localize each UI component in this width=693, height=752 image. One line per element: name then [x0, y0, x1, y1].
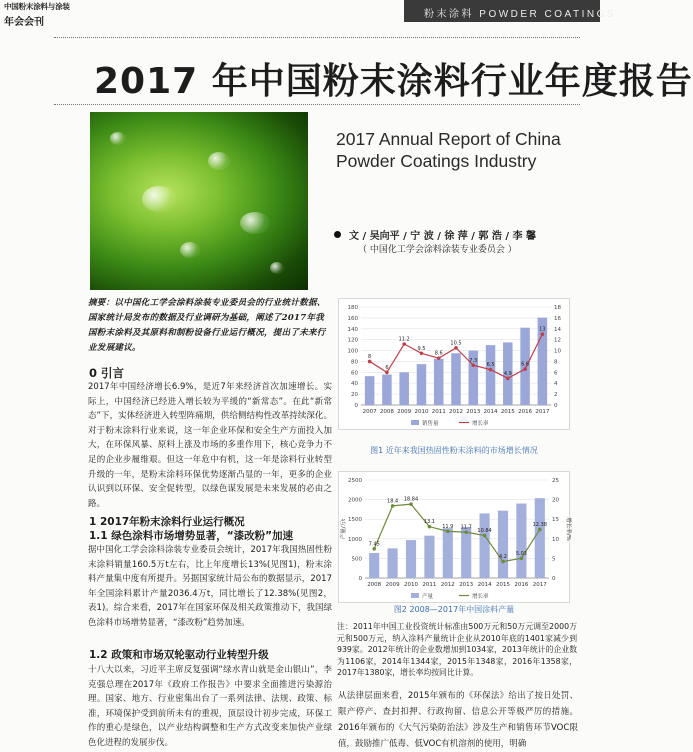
data-label: 5.03	[515, 550, 527, 557]
y-left-tick-label: 0	[358, 576, 362, 582]
data-label: 13	[539, 326, 546, 333]
data-label: 13.1	[423, 519, 435, 526]
y-left-tick-label: 140	[347, 326, 358, 333]
x-tick-label: 2013	[466, 409, 481, 415]
growth-point	[523, 367, 527, 371]
data-label: 4.9	[503, 370, 512, 377]
data-label: 18.4	[387, 498, 399, 505]
english-title-line-2: Powder Coatings Industry	[336, 151, 537, 171]
journal-section: 年会会刊	[4, 17, 44, 28]
x-tick-label: 2010	[404, 582, 418, 588]
data-label: 6	[385, 364, 389, 371]
data-label: 11.2	[398, 336, 410, 343]
bar	[451, 353, 461, 405]
data-label: 12.38	[532, 521, 547, 528]
growth-point	[501, 560, 505, 564]
growth-point	[471, 363, 475, 367]
growth-point	[368, 360, 372, 364]
y-right-tick-label: 5	[552, 556, 556, 563]
growth-point	[420, 351, 424, 355]
intro-paragraph: 2017年中国经济增长6.9%，是近7年来经济首次加速增长。实际上，中国经济已经进入增长较为平缓的“新常态”。在此“新常态”下，实体经济进入转型阵痛期，供给侧结构性改革持续深化。对于粉末涂料行业来说，这一年企业环保和安全生产方面投入加大，在环保风暴、原料上涨及市场的多重作用下，核心竞争力不足的企业步履维艰。但这一年危中有机，这一年是涂料行业转型升级的一年，是粉末涂料环保优势逐渐凸显的一年，更多的企业认识到以环保、安全促转型，以绿色谋发展是未来发展的必由之路。	[88, 382, 332, 509]
x-tick-label: 2014	[477, 582, 492, 588]
data-label: 7.45	[368, 541, 380, 548]
bar	[480, 513, 490, 578]
y-right-tick-label: 4	[554, 381, 558, 388]
y-left-tick-label: 80	[351, 359, 358, 366]
x-tick-label: 2008	[367, 582, 382, 588]
y-right-tick-label: 25	[552, 478, 559, 484]
data-label: 4.2	[499, 554, 507, 561]
data-label: 9.5	[417, 345, 426, 352]
legend-line-label: 增长率	[472, 421, 489, 427]
x-tick-label: 2014	[483, 409, 498, 415]
x-tick-label: 2011	[422, 582, 437, 588]
data-label: 10.5	[450, 340, 462, 347]
bar	[399, 372, 409, 405]
section-1-2-heading: 1.2 政策和市场双轮驱动行业转型升级	[89, 649, 269, 661]
affiliation: （ 中国化工学会涂料涂装专业委员会 ）	[358, 245, 517, 255]
y-left-tick-label: 500	[351, 556, 362, 563]
data-label: 8.6	[434, 350, 443, 357]
data-label: 11.9	[442, 523, 454, 530]
title-divider	[54, 104, 580, 105]
growth-point	[483, 534, 487, 538]
y-left-tick-label: 1500	[348, 517, 362, 524]
legend-line-label: 增长率	[472, 594, 489, 600]
x-tick-label: 2012	[440, 582, 455, 588]
y-right-tick-label: 20	[552, 497, 559, 504]
growth-point	[409, 502, 413, 506]
y-right-tick-label: 8	[554, 359, 558, 366]
authors: 文 / 吴向平 / 宁 波 / 徐 萍 / 郭 浩 / 李 馨	[349, 231, 537, 242]
data-label: 10.84	[477, 528, 492, 535]
table-note: 注：2011年中国工业投资统计标准由500万元和50万元调至2000万元和500万元，纳入涂料产量统计企业从2010年底的1401家减少到939家。2012年统计的企业数增加到1034家，2013年统计的企业数为1106家，2014年1344家，2015年1348家，2016年1358家，2017年1380家，增长率均按同比计算。	[337, 622, 577, 678]
y-right-tick-label: 10	[554, 348, 561, 355]
section-1-1-heading: 1.1 绿色涂料市场增势显著，“漆改粉”加速	[89, 530, 294, 542]
y-left-tick-label: 60	[351, 370, 358, 377]
y-left-tick-label: 120	[347, 337, 358, 344]
x-tick-label: 2016	[514, 582, 529, 588]
x-tick-label: 2016	[518, 409, 533, 415]
section-banner: 粉末涂料 POWDER COATINGS	[404, 0, 600, 22]
bar	[434, 359, 444, 405]
legend-bar-swatch	[411, 593, 419, 598]
bar	[417, 364, 427, 405]
x-tick-label: 2017	[535, 409, 550, 415]
bar	[486, 345, 496, 405]
x-tick-label: 2010	[414, 409, 429, 415]
data-label: 18.84	[403, 496, 419, 503]
section-1-heading: 1 2017年粉末涂料行业运行概况	[89, 516, 245, 528]
bar	[382, 375, 392, 405]
y-left-tick-label: 100	[347, 348, 358, 355]
y-right-tick-label: 14	[554, 326, 561, 333]
bar	[406, 540, 416, 578]
x-tick-label: 2009	[385, 582, 400, 588]
english-title-line-1: 2017 Annual Report of China	[336, 129, 561, 149]
x-tick-label: 2015	[500, 409, 515, 415]
growth-point	[402, 342, 406, 346]
growth-point	[372, 547, 376, 551]
policy-paragraph: 从法律层面来看，2015年颁布的《环保法》给出了按日处罚、限产停产、查封扣押、行政拘留、信息公开等极严厉的措施。2016年颁布的《大气污染防治法》涉及生产和销售环节VOC限值，鼓励推广低毒、低VOC有机溶剂的使用，明确	[338, 691, 578, 749]
figure-1-svg	[339, 299, 571, 431]
growth-point	[541, 332, 545, 336]
x-tick-label: 2007	[362, 409, 377, 415]
x-tick-label: 2008	[379, 409, 394, 415]
y-left-tick-label: 20	[351, 392, 358, 399]
bullet-icon	[334, 231, 341, 238]
figure-1-chart	[338, 298, 570, 430]
y-right-tick-label: 16	[554, 315, 561, 322]
y-left-axis-label: 产量/万t	[341, 518, 347, 540]
journal-name: 中国粉末涂料与涂装	[4, 2, 70, 11]
y-right-tick-label: 6	[554, 370, 558, 377]
data-label: 7.3	[469, 357, 478, 364]
x-tick-label: 2013	[459, 582, 474, 588]
y-right-tick-label: 12	[554, 337, 561, 344]
bar	[532, 498, 547, 578]
growth-point	[385, 371, 389, 375]
journal-masthead	[4, 1, 86, 28]
y-left-tick-label: 1000	[348, 536, 362, 543]
y-left-tick-label: 2000	[348, 497, 362, 504]
y-right-tick-label: 10	[552, 536, 559, 543]
y-left-tick-label: 160	[347, 315, 358, 322]
y-right-tick-label: 0	[554, 403, 558, 409]
growth-point	[506, 377, 510, 381]
section-1-1-paragraph: 据中国化工学会涂料涂装专业委员会统计，2017年我国热固性粉末涂料销量160.5万t左右，比上年度增长13%(见图1)，粉末涂料产量集中度有所提升。另据国家统计局公布的数据显示，2017年全国涂料累计产量2036.4万t，同比增长了12.38%(见图2，表1)。综合来看，2017年在国家环保及相关政策推动下，我国绿色涂料市场增势显著，“漆改粉”趋势加速。	[88, 545, 332, 628]
growth-point	[464, 530, 468, 534]
y-left-tick-label: 40	[351, 381, 358, 388]
y-right-tick-label: 18	[554, 305, 561, 311]
y-right-tick-label: 0	[552, 576, 556, 582]
bar	[388, 548, 398, 578]
y-right-axis-label: 增长率/%	[565, 517, 571, 541]
legend-bar-swatch	[411, 420, 419, 425]
bar	[424, 536, 434, 578]
legend-bar-label: 产量	[422, 594, 434, 600]
authors-line	[334, 227, 536, 242]
growth-point	[538, 528, 542, 532]
growth-point	[520, 556, 524, 560]
x-tick-label: 2015	[496, 582, 510, 588]
figure-2-caption: 图2 2008—2017年中国涂料产量	[393, 605, 515, 614]
page-title: 2017 年中国粉末涂料行业年度报告	[94, 61, 693, 102]
bar	[369, 553, 379, 578]
growth-point	[391, 504, 395, 508]
bar	[365, 376, 375, 405]
x-tick-label: 2017	[532, 582, 547, 588]
x-tick-label: 2011	[431, 409, 446, 415]
y-left-tick-label: 2500	[348, 478, 362, 484]
y-right-tick-label: 2	[554, 392, 558, 399]
growth-point	[489, 368, 493, 372]
y-right-tick-label: 15	[552, 517, 559, 524]
header-divider	[54, 37, 580, 38]
x-tick-label: 2012	[449, 409, 463, 415]
section-1-2-paragraph: 十八大以来，习近平主席反复强调“绿水青山就是金山银山”，李克强总理在2017年《政府工作报告》中要求全面推进污染源治理。国家、地方、行业密集出台了一系列法律、法规、政策、标准，环境保护受到前所未有的重视，顶层设计初步完成，环保工作的重心是绿色，以产业结构调整和生产方式改变来加快产业绿色化进程的发展步伐。	[88, 665, 332, 748]
intro-heading: 0 引言	[89, 366, 125, 380]
legend-bar-label: 销售量	[422, 421, 439, 427]
growth-point	[428, 525, 432, 529]
green-droplet-image	[90, 112, 308, 290]
page-header	[0, 0, 617, 28]
data-label: 6.6	[521, 361, 530, 368]
data-label: 8	[368, 353, 372, 360]
growth-point	[437, 356, 441, 360]
data-label: 6.5	[486, 362, 495, 369]
x-tick-label: 2009	[397, 409, 412, 415]
y-left-tick-label: 0	[354, 403, 358, 409]
growth-point	[454, 346, 458, 350]
english-title	[336, 128, 561, 172]
figure-1-caption: 图1 近年来我国热固性粉末涂料的市场增长情况	[370, 446, 538, 455]
figure-2-svg	[339, 472, 571, 604]
data-label: 11.7	[460, 524, 472, 531]
abstract: 摘要：以中国化工学会涂料涂装专业委员会的行业统计数据、国家统计局发布的数据及行业调研为基础，阐述了2017年我国粉末涂料及其原料和制粉设备行业运行概况，提出了未来行业发展建议。	[88, 298, 326, 353]
bar	[498, 511, 508, 578]
bar	[516, 504, 526, 578]
bar	[443, 528, 453, 578]
y-left-tick-label: 180	[347, 305, 358, 311]
growth-point	[446, 530, 450, 534]
figure-2-chart	[338, 471, 570, 603]
